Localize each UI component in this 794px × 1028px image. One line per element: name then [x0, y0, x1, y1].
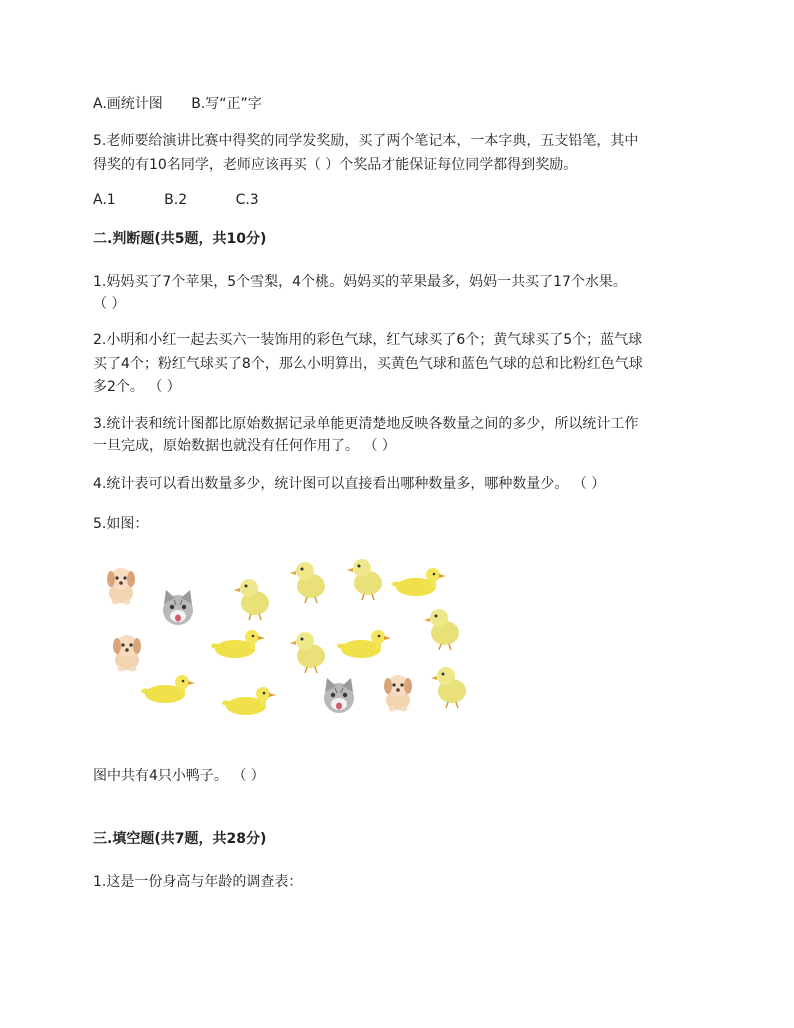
s2-q5-statement: 图中共有4只小鸭子。 （ ）: [93, 768, 265, 784]
q5-option-c: C.3: [235, 192, 259, 208]
s2-q3-line1: 3.统计表和统计图都比原始数据记录单能更清楚地反映各数量之间的多少，所以统计工作: [93, 416, 639, 432]
s2-q1-line2: （ ）: [93, 296, 126, 312]
duck-1: [392, 568, 446, 596]
q5-options-row: [93, 190, 259, 210]
s2-q2-line3: 多2个。 （ ）: [93, 379, 181, 395]
chick-6: [431, 667, 466, 708]
s2-q2-line2: 买了4个；粉红气球买了8个，那么小明算出，买黄色气球和蓝色气球的总和比粉红色气球: [93, 356, 643, 372]
q5-question-line1: 5.老师要给演讲比赛中得奖的同学发奖励，买了两个笔记本，一本字典，五支铅笔，其中: [93, 133, 639, 149]
section2-title: 二.判断题(共5题，共10分): [93, 231, 267, 247]
animal-picture: [93, 555, 483, 730]
dog-3: [384, 675, 412, 712]
chick-4: [290, 632, 325, 673]
s2-q4: 4.统计表可以看出数量多少，统计图可以直接看出哪种数量多，哪种数量少。 （ ）: [93, 476, 606, 492]
cat-2: [324, 678, 354, 713]
chick-5: [424, 609, 459, 650]
duck-2: [211, 630, 265, 658]
q4-option-b: B.写“正”字: [191, 96, 262, 112]
s2-q2-line1: 2.小明和小红一起去买六一装饰用的彩色气球，红气球买了6个；黄气球买了5个；蓝气球: [93, 332, 643, 348]
q5-option-b: B.2: [164, 192, 188, 208]
section3-title: 三.填空题(共7题，共28分): [93, 831, 267, 847]
s3-q1: 1.这是一份身高与年龄的调查表：: [93, 874, 303, 890]
duck-4: [141, 675, 195, 703]
dog-1: [107, 568, 135, 605]
chick-1: [234, 579, 269, 620]
s2-q3-line2: 一旦完成，原始数据也就没有任何作用了。 （ ）: [93, 438, 396, 454]
cat-1: [163, 590, 193, 625]
s2-q1-line1: 1.妈妈买了7个苹果，5个雪梨，4个桃。妈妈买的苹果最多，妈妈一共买了17个水果。: [93, 274, 627, 290]
q5-option-a: A.1: [93, 192, 116, 208]
chick-3: [347, 559, 382, 600]
q4-option-a: A.画统计图: [93, 96, 163, 112]
q5-question-line2: 得奖的有10名同学，老师应该再买（ ）个奖品才能保证每位同学都得到奖励。: [93, 157, 578, 173]
duck-3: [337, 630, 391, 658]
q4-options-row: [93, 94, 262, 114]
duck-5: [222, 687, 276, 715]
dog-2: [113, 635, 141, 672]
s2-q5-intro: 5.如图：: [93, 516, 149, 532]
chick-2: [290, 562, 325, 603]
